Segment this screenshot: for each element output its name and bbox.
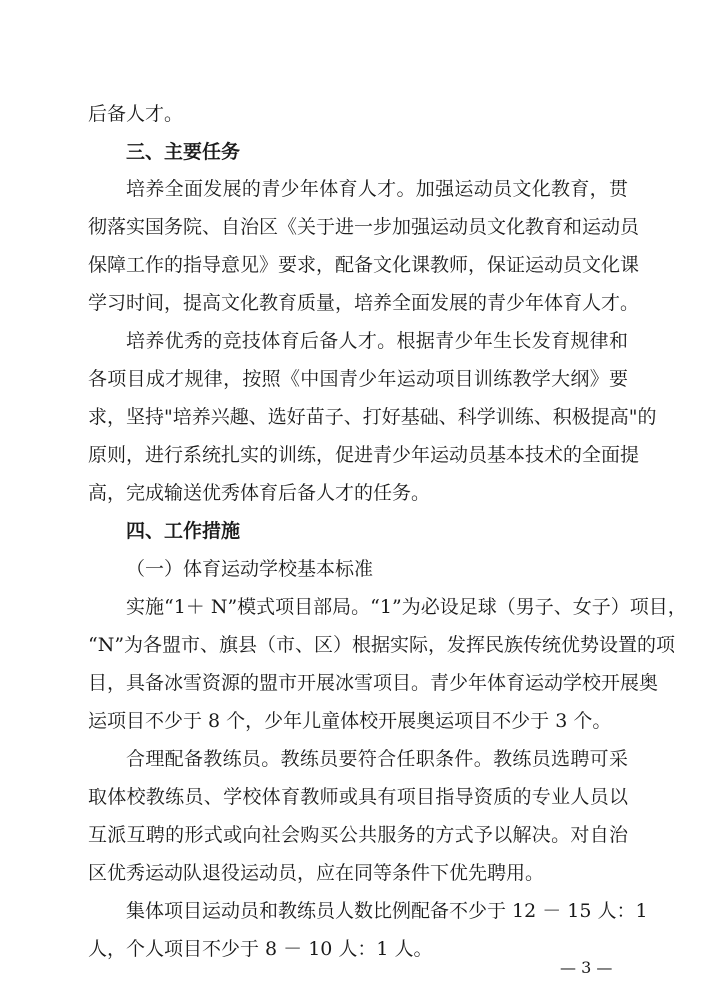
paragraph-line: 实施“1＋ N”模式项目部局。“1”为必设足球（男子、女子）项目， [126, 596, 687, 618]
paragraph-line: 合理配备教练员。教练员要符合任职条件。教练员选聘可采 [126, 748, 628, 770]
paragraph-line: 培养优秀的竞技体育后备人才。根据青少年生长发育规律和 [126, 330, 628, 352]
paragraph-line: 保障工作的指导意见》要求，配备文化课教师，保证运动员文化课 [88, 254, 640, 276]
paragraph-line: 后备人才。 [88, 103, 184, 125]
section-heading-work-measures: 四、工作措施 [126, 520, 241, 542]
page-number: — 3 — [560, 958, 613, 977]
paragraph-line: 各项目成才规律，按照《中国青少年运动项目训练教学大纲》要 [88, 368, 628, 390]
paragraph-line: 培养全面发展的青少年体育人才。加强运动员文化教育，贯 [126, 178, 628, 200]
paragraph-line: 互派互聘的形式或向社会购买公共服务的方式予以解决。对自治 [88, 824, 628, 846]
paragraph-line: 原则，进行系统扎实的训练，促进青少年运动员基本技术的全面提 [88, 444, 640, 466]
paragraph-line: 人，个人项目不少于 8 － 10 人：1 人。 [88, 938, 433, 960]
paragraph-line: 高，完成输送优秀体育后备人才的任务。 [88, 482, 431, 504]
paragraph-line: 目，具备冰雪资源的盟市开展冰雪项目。青少年体育运动学校开展奥 [88, 672, 659, 694]
paragraph-line: 运项目不少于 8 个，少年儿童体校开展奥运项目不少于 3 个。 [88, 710, 612, 732]
paragraph-line: 彻落实国务院、自治区《关于进一步加强运动员文化教育和运动员 [88, 216, 640, 238]
section-heading-main-tasks: 三、主要任务 [126, 141, 241, 163]
paragraph-line: 区优秀运动队退役运动员，应在同等条件下优先聘用。 [88, 862, 545, 884]
paragraph-line: 求，坚持"培养兴趣、选好苗子、打好基础、科学训练、积极提高"的 [88, 406, 657, 428]
paragraph-line: 集体项目运动员和教练员人数比例配备不少于 12 － 15 人：1 [126, 900, 648, 922]
paragraph-line: 学习时间，提高文化教育质量，培养全面发展的青少年体育人才。 [88, 292, 640, 314]
paragraph-line: “N”为各盟市、旗县（市、区）根据实际，发挥民族传统优势设置的项 [88, 634, 676, 656]
subsection-heading-school-standards: （一）体育运动学校基本标准 [126, 558, 374, 580]
paragraph-line: 取体校教练员、学校体育教师或具有项目指导资质的专业人员以 [88, 786, 628, 808]
